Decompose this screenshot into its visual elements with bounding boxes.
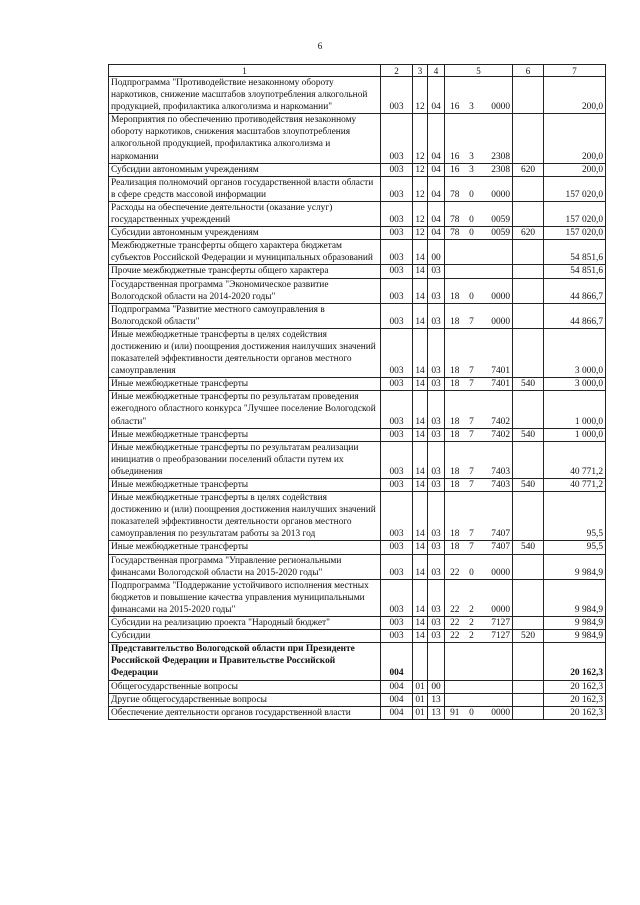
row-name: Представительство Вологодской области при Президенте Российской Федерации и Правительстве Российской Федерации xyxy=(109,643,381,680)
table-row xyxy=(109,265,606,278)
code-direction: 0059 xyxy=(479,201,513,226)
code-ministry: 003 xyxy=(381,227,413,240)
code-subsection: 00 xyxy=(428,680,445,693)
code-section: 12 xyxy=(413,163,428,176)
table-row xyxy=(109,163,606,176)
header-cell: 6 xyxy=(513,65,544,77)
code-expense-type xyxy=(513,617,544,630)
code-expense-type: 540 xyxy=(513,541,544,554)
code-program: 18 xyxy=(445,428,465,441)
code-direction: 7127 xyxy=(479,630,513,643)
code-ministry: 004 xyxy=(381,643,413,680)
code-section: 14 xyxy=(413,328,428,377)
code-subsection xyxy=(428,643,445,680)
row-name: Иные межбюджетные трансферты по результатам проведения ежегодного областного конкурса "Лучшее поселение Вологодской области" xyxy=(109,391,381,428)
code-ministry: 003 xyxy=(381,428,413,441)
row-amount: 200,0 xyxy=(544,114,606,163)
table-row xyxy=(109,428,606,441)
code-subsection: 04 xyxy=(428,176,445,201)
code-subprogram: 3 xyxy=(465,77,479,114)
table-row xyxy=(109,77,606,114)
row-name: Иные межбюджетные трансферты xyxy=(109,378,381,391)
code-program: 18 xyxy=(445,492,465,541)
row-name: Реализация полномочий органов государственной власти области в сфере средств массовой информации xyxy=(109,176,381,201)
code-subsection: 03 xyxy=(428,492,445,541)
code-expense-type: 620 xyxy=(513,227,544,240)
header-cell: 1 xyxy=(109,65,381,77)
code-program xyxy=(445,643,465,680)
code-direction: 7403 xyxy=(479,479,513,492)
code-section: 14 xyxy=(413,378,428,391)
row-name: Другие общегосударственные вопросы xyxy=(109,693,381,706)
code-expense-type xyxy=(513,265,544,278)
code-subsection: 00 xyxy=(428,240,445,265)
code-program: 22 xyxy=(445,579,465,616)
code-subprogram xyxy=(465,240,479,265)
code-ministry: 003 xyxy=(381,579,413,616)
code-program: 78 xyxy=(445,176,465,201)
code-section: 14 xyxy=(413,617,428,630)
code-section: 12 xyxy=(413,114,428,163)
code-section: 14 xyxy=(413,428,428,441)
code-subsection: 03 xyxy=(428,441,445,478)
code-expense-type: 540 xyxy=(513,479,544,492)
row-amount: 95,5 xyxy=(544,541,606,554)
row-name: Прочие межбюджетные трансферты общего характера xyxy=(109,265,381,278)
table-row xyxy=(109,176,606,201)
code-program: 18 xyxy=(445,479,465,492)
code-direction: 0000 xyxy=(479,176,513,201)
code-subprogram: 0 xyxy=(465,278,479,303)
row-amount: 95,5 xyxy=(544,492,606,541)
code-ministry: 003 xyxy=(381,303,413,328)
code-program: 78 xyxy=(445,227,465,240)
code-program: 16 xyxy=(445,77,465,114)
row-amount: 54 851,6 xyxy=(544,265,606,278)
code-section: 14 xyxy=(413,479,428,492)
code-section: 14 xyxy=(413,303,428,328)
code-ministry: 003 xyxy=(381,441,413,478)
code-program: 18 xyxy=(445,441,465,478)
code-section: 14 xyxy=(413,240,428,265)
code-expense-type: 620 xyxy=(513,163,544,176)
code-ministry: 003 xyxy=(381,114,413,163)
code-expense-type xyxy=(513,492,544,541)
code-ministry: 003 xyxy=(381,391,413,428)
table-row xyxy=(109,554,606,579)
row-amount: 20 162,3 xyxy=(544,706,606,719)
code-ministry: 003 xyxy=(381,265,413,278)
row-name: Иные межбюджетные трансферты xyxy=(109,428,381,441)
row-amount: 9 984,9 xyxy=(544,554,606,579)
code-ministry: 003 xyxy=(381,176,413,201)
code-subsection: 03 xyxy=(428,617,445,630)
code-expense-type xyxy=(513,201,544,226)
code-expense-type xyxy=(513,77,544,114)
code-expense-type: 520 xyxy=(513,630,544,643)
code-subprogram: 3 xyxy=(465,163,479,176)
code-direction: 7407 xyxy=(479,541,513,554)
row-name: Иные межбюджетные трансферты в целях содействия достижению и (или) поощрения достижения наилучших значений показателей эффективности деятельности органов местного самоуправления xyxy=(109,328,381,377)
table-row xyxy=(109,303,606,328)
code-program xyxy=(445,240,465,265)
row-amount: 200,0 xyxy=(544,77,606,114)
row-amount: 9 984,9 xyxy=(544,617,606,630)
code-direction: 7402 xyxy=(479,391,513,428)
code-ministry: 004 xyxy=(381,680,413,693)
code-subsection: 03 xyxy=(428,265,445,278)
row-name: Иные межбюджетные трансферты xyxy=(109,541,381,554)
code-program: 18 xyxy=(445,328,465,377)
code-ministry: 003 xyxy=(381,554,413,579)
row-name: Субсидии на реализацию проекта "Народный бюджет" xyxy=(109,617,381,630)
code-subprogram xyxy=(465,693,479,706)
code-section: 01 xyxy=(413,693,428,706)
code-subprogram: 2 xyxy=(465,579,479,616)
code-section xyxy=(413,643,428,680)
row-amount: 54 851,6 xyxy=(544,240,606,265)
code-direction: 7401 xyxy=(479,378,513,391)
code-section: 14 xyxy=(413,630,428,643)
code-subprogram: 7 xyxy=(465,428,479,441)
table-row xyxy=(109,278,606,303)
code-expense-type xyxy=(513,706,544,719)
budget-table xyxy=(108,64,606,720)
code-direction: 0000 xyxy=(479,554,513,579)
table-row xyxy=(109,201,606,226)
row-amount: 1 000,0 xyxy=(544,391,606,428)
code-ministry: 003 xyxy=(381,328,413,377)
table-row xyxy=(109,441,606,478)
code-program: 18 xyxy=(445,541,465,554)
code-direction xyxy=(479,240,513,265)
row-amount: 1 000,0 xyxy=(544,428,606,441)
code-direction: 0000 xyxy=(479,303,513,328)
page-number: 6 xyxy=(317,41,323,51)
row-name: Иные межбюджетные трансферты по результатам реализации инициатив о преобразовании поселений области путем их объединения xyxy=(109,441,381,478)
code-expense-type xyxy=(513,693,544,706)
code-subsection: 03 xyxy=(428,391,445,428)
header-cell: 5 xyxy=(445,65,513,77)
code-subsection: 13 xyxy=(428,693,445,706)
code-subprogram: 0 xyxy=(465,227,479,240)
code-direction: 0000 xyxy=(479,579,513,616)
code-expense-type xyxy=(513,643,544,680)
code-direction: 0000 xyxy=(479,278,513,303)
row-amount: 44 866,7 xyxy=(544,278,606,303)
table-row xyxy=(109,492,606,541)
row-name: Подпрограмма "Противодействие незаконному обороту наркотиков, снижение масштабов злоупотребления алкогольной продукцией, профилактика алкоголизма и наркомании" xyxy=(109,77,381,114)
code-section: 14 xyxy=(413,265,428,278)
code-subsection: 03 xyxy=(428,541,445,554)
code-program: 22 xyxy=(445,630,465,643)
header-cell: 7 xyxy=(544,65,606,77)
code-ministry: 004 xyxy=(381,706,413,719)
code-direction: 0000 xyxy=(479,706,513,719)
code-subprogram: 7 xyxy=(465,378,479,391)
code-program: 18 xyxy=(445,391,465,428)
code-expense-type xyxy=(513,114,544,163)
row-name: Субсидии автономным учреждениям xyxy=(109,227,381,240)
code-direction: 2308 xyxy=(479,114,513,163)
code-direction xyxy=(479,693,513,706)
row-amount: 3 000,0 xyxy=(544,378,606,391)
row-amount: 157 020,0 xyxy=(544,201,606,226)
code-subprogram: 7 xyxy=(465,303,479,328)
code-subprogram: 3 xyxy=(465,114,479,163)
header-cell: 3 xyxy=(413,65,428,77)
code-section: 14 xyxy=(413,492,428,541)
code-expense-type xyxy=(513,328,544,377)
row-name: Общегосударственные вопросы xyxy=(109,680,381,693)
code-ministry: 003 xyxy=(381,617,413,630)
code-direction: 7403 xyxy=(479,441,513,478)
code-direction: 0059 xyxy=(479,227,513,240)
code-expense-type xyxy=(513,240,544,265)
row-name: Иные межбюджетные трансферты xyxy=(109,479,381,492)
code-subprogram: 0 xyxy=(465,176,479,201)
code-program: 18 xyxy=(445,378,465,391)
code-program: 18 xyxy=(445,278,465,303)
row-name: Иные межбюджетные трансферты в целях содействия достижению и (или) поощрения достижения наилучших значений показателей эффективности деятельности органов местного самоуправления по результатам работы за 2013 год xyxy=(109,492,381,541)
table-body xyxy=(109,65,606,720)
code-subprogram: 7 xyxy=(465,479,479,492)
code-ministry: 003 xyxy=(381,201,413,226)
header-cell: 2 xyxy=(381,65,413,77)
header-cell: 4 xyxy=(428,65,445,77)
code-section: 12 xyxy=(413,227,428,240)
code-subsection: 13 xyxy=(428,706,445,719)
table-row xyxy=(109,328,606,377)
row-amount: 157 020,0 xyxy=(544,176,606,201)
code-direction: 7127 xyxy=(479,617,513,630)
code-expense-type: 540 xyxy=(513,378,544,391)
row-name: Обеспечение деятельности органов государственной власти xyxy=(109,706,381,719)
row-name: Подпрограмма "Развитие местного самоуправления в Вологодской области" xyxy=(109,303,381,328)
code-expense-type xyxy=(513,278,544,303)
table-row xyxy=(109,114,606,163)
code-section: 01 xyxy=(413,680,428,693)
code-program: 18 xyxy=(445,303,465,328)
table-row xyxy=(109,706,606,719)
code-subsection: 04 xyxy=(428,227,445,240)
row-amount: 9 984,9 xyxy=(544,630,606,643)
row-amount: 44 866,7 xyxy=(544,303,606,328)
code-subsection: 04 xyxy=(428,114,445,163)
code-expense-type xyxy=(513,579,544,616)
code-expense-type xyxy=(513,680,544,693)
code-direction xyxy=(479,265,513,278)
code-section: 01 xyxy=(413,706,428,719)
code-subsection: 03 xyxy=(428,378,445,391)
code-program xyxy=(445,693,465,706)
code-subsection: 03 xyxy=(428,630,445,643)
row-name: Субсидии xyxy=(109,630,381,643)
code-subprogram: 0 xyxy=(465,554,479,579)
row-amount: 40 771,2 xyxy=(544,479,606,492)
code-section: 14 xyxy=(413,554,428,579)
code-expense-type xyxy=(513,176,544,201)
code-subprogram: 2 xyxy=(465,617,479,630)
table-row xyxy=(109,693,606,706)
code-subprogram: 7 xyxy=(465,541,479,554)
code-ministry: 004 xyxy=(381,693,413,706)
row-name: Подпрограмма "Поддержание устойчивого исполнения местных бюджетов и повышение качества управления муниципальными финансами на 2015-2020 годы" xyxy=(109,579,381,616)
table-row xyxy=(109,240,606,265)
code-subsection: 03 xyxy=(428,303,445,328)
code-ministry: 003 xyxy=(381,240,413,265)
row-name: Субсидии автономным учреждениям xyxy=(109,163,381,176)
code-program: 22 xyxy=(445,617,465,630)
code-subsection: 03 xyxy=(428,428,445,441)
code-subprogram xyxy=(465,265,479,278)
code-subsection: 03 xyxy=(428,579,445,616)
code-section: 14 xyxy=(413,391,428,428)
code-expense-type xyxy=(513,441,544,478)
code-section: 14 xyxy=(413,278,428,303)
table-row xyxy=(109,680,606,693)
code-ministry: 003 xyxy=(381,278,413,303)
code-subsection: 03 xyxy=(428,554,445,579)
row-name: Государственная программа "Экономическое развитие Вологодской области на 2014-2020 годы" xyxy=(109,278,381,303)
code-subprogram xyxy=(465,643,479,680)
code-subprogram: 7 xyxy=(465,492,479,541)
row-name: Расходы на обеспечение деятельности (оказание услуг) государственных учреждений xyxy=(109,201,381,226)
code-direction: 7402 xyxy=(479,428,513,441)
code-direction: 0000 xyxy=(479,77,513,114)
code-ministry: 003 xyxy=(381,77,413,114)
code-direction: 7407 xyxy=(479,492,513,541)
code-subprogram: 2 xyxy=(465,630,479,643)
table-row xyxy=(109,643,606,680)
code-expense-type: 540 xyxy=(513,428,544,441)
code-subprogram: 7 xyxy=(465,328,479,377)
row-amount: 20 162,3 xyxy=(544,643,606,680)
code-subprogram: 7 xyxy=(465,391,479,428)
code-expense-type xyxy=(513,554,544,579)
code-section: 12 xyxy=(413,176,428,201)
code-direction: 7401 xyxy=(479,328,513,377)
table-row xyxy=(109,617,606,630)
code-section: 14 xyxy=(413,579,428,616)
table-row xyxy=(109,579,606,616)
table-row xyxy=(109,391,606,428)
table-row xyxy=(109,630,606,643)
code-subprogram xyxy=(465,680,479,693)
code-program: 78 xyxy=(445,201,465,226)
code-section: 12 xyxy=(413,77,428,114)
row-amount: 3 000,0 xyxy=(544,328,606,377)
code-subsection: 03 xyxy=(428,278,445,303)
code-subsection: 03 xyxy=(428,479,445,492)
code-program: 91 xyxy=(445,706,465,719)
code-program xyxy=(445,265,465,278)
code-ministry: 003 xyxy=(381,378,413,391)
table-header-row xyxy=(109,65,606,77)
code-subsection: 04 xyxy=(428,163,445,176)
row-amount: 9 984,9 xyxy=(544,579,606,616)
code-subsection: 04 xyxy=(428,201,445,226)
code-subprogram: 0 xyxy=(465,201,479,226)
code-ministry: 003 xyxy=(381,492,413,541)
code-section: 14 xyxy=(413,541,428,554)
code-expense-type xyxy=(513,303,544,328)
table-row xyxy=(109,227,606,240)
code-ministry: 003 xyxy=(381,630,413,643)
table-row xyxy=(109,378,606,391)
code-program: 16 xyxy=(445,114,465,163)
code-subsection: 04 xyxy=(428,77,445,114)
code-ministry: 003 xyxy=(381,163,413,176)
code-program: 16 xyxy=(445,163,465,176)
code-subprogram: 0 xyxy=(465,706,479,719)
code-direction xyxy=(479,643,513,680)
code-expense-type xyxy=(513,391,544,428)
row-amount: 20 162,3 xyxy=(544,693,606,706)
code-direction xyxy=(479,680,513,693)
row-name: Государственная программа "Управление региональными финансами Вологодской области на 2015-2020 годы" xyxy=(109,554,381,579)
row-name: Межбюджетные трансферты общего характера бюджетам субъектов Российской Федерации и муниципальных образований xyxy=(109,240,381,265)
code-section: 14 xyxy=(413,441,428,478)
code-direction: 2308 xyxy=(479,163,513,176)
row-amount: 40 771,2 xyxy=(544,441,606,478)
code-subsection: 03 xyxy=(428,328,445,377)
code-program xyxy=(445,680,465,693)
code-program: 22 xyxy=(445,554,465,579)
table-row xyxy=(109,541,606,554)
row-amount: 157 020,0 xyxy=(544,227,606,240)
code-subprogram: 7 xyxy=(465,441,479,478)
table-row xyxy=(109,479,606,492)
row-amount: 200,0 xyxy=(544,163,606,176)
row-name: Мероприятия по обеспечению противодействия незаконному обороту наркотиков, снижения масштабов злоупотребления алкогольной продукцией, профилактика алкоголизма и наркомании xyxy=(109,114,381,163)
code-ministry: 003 xyxy=(381,541,413,554)
code-section: 12 xyxy=(413,201,428,226)
code-ministry: 003 xyxy=(381,479,413,492)
row-amount: 20 162,3 xyxy=(544,680,606,693)
